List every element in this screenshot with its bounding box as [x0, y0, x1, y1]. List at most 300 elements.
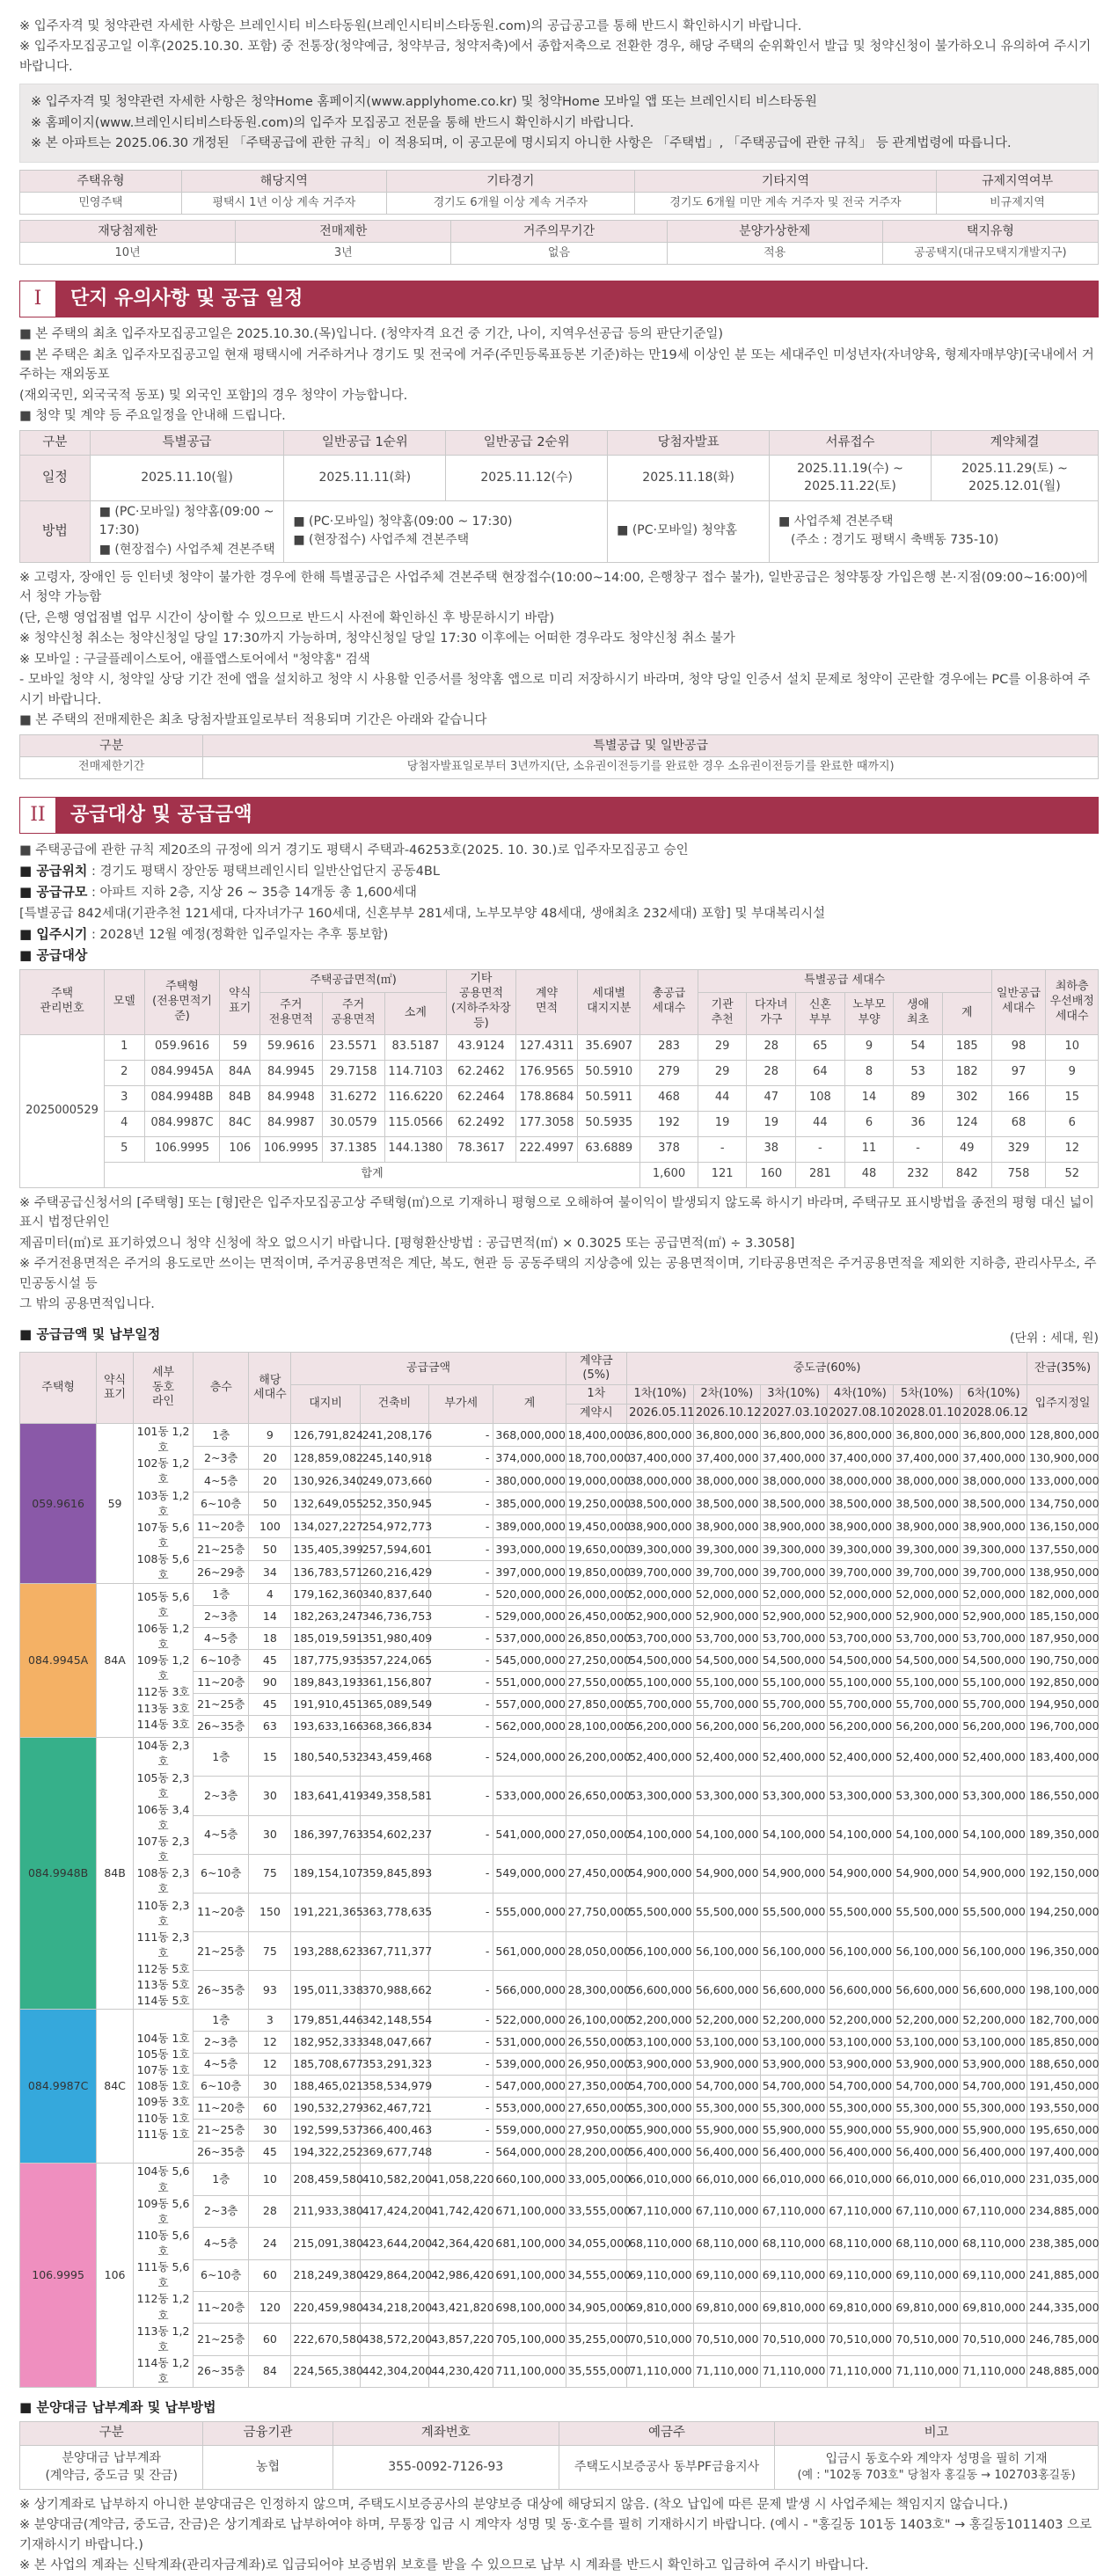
table-cell: 43.9124 — [447, 1034, 515, 1060]
table-cell: 55,900,000 — [961, 2120, 1027, 2142]
table-cell: 11~20층 — [194, 2291, 249, 2323]
section-number: II — [19, 797, 56, 834]
table-cell: 62.2492 — [447, 1111, 515, 1136]
table-cell: 138,950,000 — [1027, 1561, 1099, 1584]
table-cell: 56,600,000 — [961, 1971, 1027, 2010]
table-cell: 19,850,000 — [566, 1561, 627, 1584]
bullet-line — [19, 862, 1099, 881]
table-cell: 329 — [991, 1136, 1046, 1162]
table-cell: 56,100,000 — [693, 1932, 760, 1971]
dong-line: 105동 1호 — [136, 2047, 190, 2062]
house-code: 2025000529 — [20, 1034, 105, 1187]
table-cell: 52,000,000 — [627, 1584, 694, 1606]
table-cell: 39,700,000 — [760, 1561, 827, 1584]
table-cell: 63.6889 — [578, 1136, 640, 1162]
table-cell: - — [429, 1492, 493, 1515]
table-cell: 54 — [894, 1034, 943, 1060]
table-cell: 민영주택 — [20, 193, 182, 215]
header-cell: 입주지정일 — [1027, 1385, 1099, 1424]
table-cell: 36,800,000 — [894, 1424, 961, 1447]
table-cell: 경기도 6개월 이상 계속 거주자 — [386, 193, 634, 215]
table-cell: 176.9565 — [515, 1060, 578, 1085]
table-cell: 71,110,000 — [627, 2355, 694, 2387]
table-cell: 196,350,000 — [1027, 1932, 1099, 1971]
table-cell: 47 — [747, 1085, 796, 1111]
table-cell: - — [894, 1136, 943, 1162]
table-cell: 410,582,200 — [360, 2164, 428, 2195]
table-cell: 385,000,000 — [493, 1492, 566, 1515]
dong-line: 114동 3호 — [136, 1717, 190, 1731]
table-cell: 37.1385 — [322, 1136, 384, 1162]
table-cell: 55,300,000 — [627, 2098, 694, 2120]
note-line: ※ 상기계좌로 납부하지 아니한 분양대금은 인정하지 않으며, 주택도시보증공사의 분양보증 대상에 해당되지 않음. (착오 납입에 따른 문제 발생 시 사업주체는 책임지지 않습니다.) — [19, 2497, 1008, 2512]
table-cell: 182 — [942, 1060, 991, 1085]
table-cell: 54,500,000 — [827, 1650, 894, 1672]
table-cell: - — [429, 1515, 493, 1538]
dong-lines-cell — [133, 2010, 193, 2164]
table-cell: 70,510,000 — [693, 2324, 760, 2355]
section-2-bullets — [19, 841, 1099, 966]
table-cell: 53,900,000 — [827, 2054, 894, 2076]
table-cell: 52,000,000 — [961, 1584, 1027, 1606]
table-cell: 132,649,055 — [291, 1492, 360, 1515]
table-cell: - — [429, 1424, 493, 1447]
table-cell: 671,100,000 — [493, 2195, 566, 2227]
table-cell: 185,019,591 — [291, 1628, 360, 1650]
table-cell: 29 — [698, 1034, 747, 1060]
table-cell: 39,300,000 — [961, 1538, 1027, 1561]
table-cell: 15 — [249, 1738, 291, 1777]
method-line: (주소 : 경기도 평택시 축백동 735-10) — [791, 533, 999, 548]
table-cell: 33,555,000 — [566, 2195, 627, 2227]
table-cell: 38,000,000 — [894, 1470, 961, 1492]
table-cell: 54,700,000 — [961, 2076, 1027, 2098]
table-cell: 28 — [747, 1060, 796, 1085]
table-cell: 30 — [249, 2076, 291, 2098]
table-cell: 66,010,000 — [894, 2164, 961, 2195]
account-number: 355-0092-7126-93 — [332, 2445, 559, 2489]
table-cell: 183,641,419 — [291, 1777, 360, 1815]
section-1-notes-2 — [19, 568, 1099, 731]
dong-lines-cell — [133, 2164, 193, 2388]
table-cell: 182,000,000 — [1027, 1584, 1099, 1606]
table-cell: 53,100,000 — [627, 2032, 694, 2054]
table-cell: 340,837,640 — [360, 1584, 428, 1606]
restriction-table — [19, 220, 1099, 265]
table-cell: 52,400,000 — [894, 1738, 961, 1777]
table-cell: 3 — [105, 1085, 144, 1111]
table-cell: 54,700,000 — [627, 2076, 694, 2098]
table-cell: - — [429, 1893, 493, 1931]
dong-line: 112동 5호 — [136, 1962, 190, 1976]
table-cell: 39,300,000 — [760, 1538, 827, 1561]
table-cell: 26,000,000 — [566, 1584, 627, 1606]
table-cell: 54,900,000 — [961, 1854, 1027, 1893]
table-cell: 69,110,000 — [894, 2259, 961, 2291]
table-cell: 당첨자발표일로부터 3년까지(단, 소유권이전등기를 완료한 경우 소유권이전등기를 완료한 때까지) — [203, 756, 1099, 778]
table-cell: 53,300,000 — [961, 1777, 1027, 1815]
table-cell: 70,510,000 — [961, 2324, 1027, 2355]
table-cell: 54,700,000 — [827, 2076, 894, 2098]
table-cell: 52,200,000 — [760, 2010, 827, 2032]
table-cell: 27,550,000 — [566, 1672, 627, 1694]
table-cell: 196,700,000 — [1027, 1716, 1099, 1738]
table-cell: 52,900,000 — [827, 1606, 894, 1628]
table-cell: 711,100,000 — [493, 2355, 566, 2387]
table-cell: 21~25층 — [194, 1932, 249, 1971]
dong-line: 105동 2,3호 — [136, 1770, 190, 1800]
table-cell: 84B — [220, 1085, 259, 1111]
table-cell: 55,500,000 — [827, 1893, 894, 1931]
note-line: ■ 청약 및 계약 등 주요일정을 안내해 드립니다. — [19, 409, 286, 424]
header-cell: 세부 동호 라인 — [133, 1352, 193, 1424]
table-cell: - — [429, 1815, 493, 1854]
table-cell: 358,534,979 — [360, 2076, 428, 2098]
table-cell: 69,110,000 — [827, 2259, 894, 2291]
header-cell: 최하층 우선배정 세대수 — [1046, 969, 1099, 1034]
table-cell: 257,594,601 — [360, 1538, 428, 1561]
header-cell: 약식 표기 — [220, 969, 259, 1034]
table-cell: 124 — [942, 1111, 991, 1136]
table-cell: 537,000,000 — [493, 1628, 566, 1650]
dong-line: 102동 1,2호 — [136, 1456, 190, 1486]
dong-line: 111동 1호 — [136, 2127, 190, 2141]
table-cell: 120 — [249, 2291, 291, 2323]
table-cell: 38,500,000 — [627, 1492, 694, 1515]
table-cell: 37,400,000 — [827, 1447, 894, 1470]
row-label: 일정 — [20, 455, 91, 500]
table-cell: 220,459,980 — [291, 2291, 360, 2323]
table-cell — [90, 500, 284, 562]
header-cell: 2028.06.12 — [961, 1405, 1027, 1424]
table-cell: 52,900,000 — [894, 1606, 961, 1628]
table-cell: 38,500,000 — [894, 1492, 961, 1515]
table-cell: 52,400,000 — [827, 1738, 894, 1777]
table-cell: 37,400,000 — [961, 1447, 1027, 1470]
table-cell: 185,150,000 — [1027, 1606, 1099, 1628]
table-cell: 193,288,623 — [291, 1932, 360, 1971]
table-cell: 53,700,000 — [827, 1628, 894, 1650]
header-cell: 총공급 세대수 — [640, 969, 698, 1034]
note-line: ※ 분양대금(계약금, 중도금, 잔금)은 상기계좌로 납부하여야 하며, 무통장 입금 시 계약자 성명 및 동·호수를 필히 기재하시기 바랍니다. (예시 - "홍길동 101동 1403호" → 홍길동1011403 으로 기재하시기 바랍니다.) — [19, 2518, 1092, 2552]
table-cell: 68,110,000 — [827, 2228, 894, 2259]
table-cell: 189,350,000 — [1027, 1815, 1099, 1854]
table-cell: 70,510,000 — [827, 2324, 894, 2355]
dong-line: 109동 3호 — [136, 2095, 190, 2109]
table-cell: 54,900,000 — [627, 1854, 694, 1893]
table-cell: 67,110,000 — [827, 2195, 894, 2227]
table-cell: 24 — [249, 2228, 291, 2259]
table-cell: 429,864,200 — [360, 2259, 428, 2291]
table-cell: 52,000,000 — [760, 1584, 827, 1606]
table-cell: 9 — [1046, 1060, 1099, 1085]
table-cell: 53,700,000 — [894, 1628, 961, 1650]
bullet-key: ■ 입주시기 — [19, 925, 88, 942]
table-cell: 211,933,380 — [291, 2195, 360, 2227]
table-cell: 49 — [942, 1136, 991, 1162]
table-cell: 53,700,000 — [961, 1628, 1027, 1650]
header-cell: 당첨자발표 — [608, 430, 770, 455]
table-cell: - — [429, 1854, 493, 1893]
table-cell: 69,110,000 — [627, 2259, 694, 2291]
table-cell: 417,424,200 — [360, 2195, 428, 2227]
table-cell: 38 — [747, 1136, 796, 1162]
table-cell: 29.7158 — [322, 1060, 384, 1085]
table-cell: 53,100,000 — [894, 2032, 961, 2054]
table-cell: - — [698, 1136, 747, 1162]
table-cell: 52,900,000 — [760, 1606, 827, 1628]
table-cell: 134,027,227 — [291, 1515, 360, 1538]
memo-line: 입금시 동호수와 계약자 성명을 필히 기재 — [825, 2451, 1048, 2466]
table-cell: 54,700,000 — [894, 2076, 961, 2098]
table-cell: 186,550,000 — [1027, 1777, 1099, 1815]
note-line: ※ 본 사업의 계좌는 신탁계좌(관리자금계좌)로 입금되어야 보증범위 보호를 받을 수 있으므로 납부 시 계좌를 반드시 확인하고 입금하여 주시기 바랍니다. — [19, 2558, 869, 2573]
table-cell: 55,900,000 — [693, 2120, 760, 2142]
table-cell: 660,100,000 — [493, 2164, 566, 2195]
header-cell: 주택유형 — [20, 170, 182, 192]
table-cell: 55,100,000 — [894, 1672, 961, 1694]
table-cell: 68 — [991, 1111, 1046, 1136]
notice-box — [19, 84, 1099, 162]
table-cell: 38,900,000 — [693, 1515, 760, 1538]
table-cell: 346,736,753 — [360, 1606, 428, 1628]
header-cell: 계좌번호 — [332, 2421, 559, 2445]
table-cell: 222,670,580 — [291, 2324, 360, 2355]
table-cell: 55,300,000 — [961, 2098, 1027, 2120]
supply-table — [19, 969, 1099, 1188]
table-cell: 37,400,000 — [894, 1447, 961, 1470]
table-cell: 14 — [844, 1085, 894, 1111]
table-cell: 27,450,000 — [566, 1854, 627, 1893]
table-cell: 97 — [991, 1060, 1046, 1085]
table-cell: 36,800,000 — [827, 1424, 894, 1447]
table-cell: 681,100,000 — [493, 2228, 566, 2259]
table-cell: - — [429, 2098, 493, 2120]
table-cell: 71,110,000 — [693, 2355, 760, 2387]
table-cell: - — [429, 1738, 493, 1777]
table-cell: 50 — [249, 1538, 291, 1561]
table-cell: 27,250,000 — [566, 1650, 627, 1672]
table-cell: 249,073,660 — [360, 1470, 428, 1492]
header-cell: 2027.03.10 — [760, 1405, 827, 1424]
table-cell: 215,091,380 — [291, 2228, 360, 2259]
table-cell: 6 — [844, 1111, 894, 1136]
table-cell: 54,700,000 — [693, 2076, 760, 2098]
header-cell: 규제지역여부 — [937, 170, 1099, 192]
table-cell: 52,400,000 — [693, 1738, 760, 1777]
table-cell: 공공택지(대규모택지개발지구) — [882, 243, 1098, 265]
header-cell: 일반공급 1순위 — [284, 430, 446, 455]
table-cell: - — [429, 1650, 493, 1672]
table-cell: 27,950,000 — [566, 2120, 627, 2142]
table-cell: 180,540,532 — [291, 1738, 360, 1777]
table-cell: 246,785,000 — [1027, 2324, 1099, 2355]
table-cell: 26~35층 — [194, 2142, 249, 2164]
table-cell: 52,900,000 — [693, 1606, 760, 1628]
table-cell: 551,000,000 — [493, 1672, 566, 1694]
dong-line: 114동 5호 — [136, 1994, 190, 2008]
table-cell: 136,783,571 — [291, 1561, 360, 1584]
table-cell: 39,300,000 — [693, 1538, 760, 1561]
table-cell: 189,154,107 — [291, 1854, 360, 1893]
table-cell: 53,100,000 — [760, 2032, 827, 2054]
date-line: 2025.12.01(월) — [968, 479, 1061, 494]
table-cell: 52,400,000 — [760, 1738, 827, 1777]
table-cell: 136,150,000 — [1027, 1515, 1099, 1538]
note-line: ※ 주거전용면적은 주거의 용도로만 쓰이는 면적이며, 주거공용면적은 계단, 복도, 현관 등 공동주택의 지상층에 있는 공용면적이며, 기타공용면적은 주거공용면적을 제외한 지하층, 관리사무소, 주민공동시설 등 — [19, 1257, 1097, 1291]
table-cell: 33,005,000 — [566, 2164, 627, 2195]
table-cell: 2 — [105, 1060, 144, 1085]
sum-cell: 52 — [1046, 1162, 1099, 1187]
table-cell: 84C — [220, 1111, 259, 1136]
table-cell: 66,010,000 — [827, 2164, 894, 2195]
header-cell: 주택형 (전용면적기준) — [144, 969, 220, 1034]
sum-cell: 842 — [942, 1162, 991, 1187]
header-cell: 구분 — [20, 430, 91, 455]
header-cell: 계약 면적 — [515, 969, 578, 1034]
table-cell: 19 — [698, 1111, 747, 1136]
table-cell — [284, 500, 608, 562]
table-cell: 56,200,000 — [693, 1716, 760, 1738]
table-cell: 177.3058 — [515, 1111, 578, 1136]
table-cell: 56,600,000 — [627, 1971, 694, 2010]
table-cell: 368,366,834 — [360, 1716, 428, 1738]
table-cell: 188,465,021 — [291, 2076, 360, 2098]
table-cell: 1층 — [194, 1738, 249, 1777]
table-cell: 68,110,000 — [894, 2228, 961, 2259]
table-cell: 188,650,000 — [1027, 2054, 1099, 2076]
table-cell: 55,700,000 — [961, 1694, 1027, 1716]
table-cell: 44 — [698, 1085, 747, 1111]
note-line: ※ 모바일 : 구글플레이스토어, 애플앱스토어에서 "청약홈" 검색 — [19, 652, 370, 667]
table-cell: 45 — [249, 2142, 291, 2164]
table-cell — [20, 2445, 203, 2489]
table-cell: 1층 — [194, 1424, 249, 1447]
table-cell: 50.5911 — [578, 1085, 640, 1111]
header-cell: 일반공급 세대수 — [991, 969, 1046, 1034]
table-cell: 38,500,000 — [760, 1492, 827, 1515]
table-cell: 69,110,000 — [693, 2259, 760, 2291]
table-cell: 3년 — [236, 243, 451, 265]
method-line: ■ (PC·모바일) 청약홈(09:00 ~ 17:30) — [293, 514, 513, 529]
price-row — [20, 1424, 1099, 1447]
header-cell: 특별공급 및 일반공급 — [203, 734, 1099, 756]
table-cell: 9 — [249, 1424, 291, 1447]
table-cell: 71,110,000 — [827, 2355, 894, 2387]
table-cell: 67,110,000 — [961, 2195, 1027, 2227]
table-cell: - — [429, 1606, 493, 1628]
table-cell: 224,565,380 — [291, 2355, 360, 2387]
header-cell: 비고 — [775, 2421, 1099, 2445]
table-cell: 28,100,000 — [566, 1716, 627, 1738]
header-cell: 노부모 부양 — [844, 992, 894, 1034]
dong-line: 113동 1,2호 — [136, 2324, 190, 2353]
table-cell: 56,100,000 — [627, 1932, 694, 1971]
table-cell: 367,711,377 — [360, 1932, 428, 1971]
table-cell: 191,221,365 — [291, 1893, 360, 1931]
method-line: ■ (PC·모바일) 청약홈 — [617, 523, 738, 538]
table-cell: 53,100,000 — [693, 2032, 760, 2054]
table-cell: 28 — [249, 2195, 291, 2227]
header-cell: 일반공급 2순위 — [446, 430, 608, 455]
table-cell: 365,089,549 — [360, 1694, 428, 1716]
note-line: ※ 고령자, 장애인 등 인터넷 청약이 불가한 경우에 한해 특별공급은 사업주체 견본주택 현장접수(10:00~14:00, 은행창구 접수 불가), 일반공급은 청약통장 가입은행 본·지점(09:00~16:00)에서 청약 가능함 — [19, 570, 1088, 605]
table-cell: 69,110,000 — [760, 2259, 827, 2291]
table-cell: 378 — [640, 1136, 698, 1162]
table-cell: 41,058,220 — [429, 2164, 493, 2195]
header-cell: 공급금액 — [291, 1352, 566, 1385]
table-cell: 84 — [249, 2355, 291, 2387]
dong-line: 113동 5호 — [136, 1978, 190, 1992]
header-cell: 건축비 — [360, 1385, 428, 1424]
table-cell: 18,700,000 — [566, 1447, 627, 1470]
table-cell: 283 — [640, 1034, 698, 1060]
table-cell: 564,000,000 — [493, 2142, 566, 2164]
table-cell: 389,000,000 — [493, 1515, 566, 1538]
bullet-line — [19, 883, 1099, 902]
table-cell: 241,885,000 — [1027, 2259, 1099, 2291]
table-cell: 468 — [640, 1085, 698, 1111]
table-cell: 28,050,000 — [566, 1932, 627, 1971]
header-cell: 계 — [493, 1385, 566, 1424]
table-cell: 75 — [249, 1854, 291, 1893]
table-cell: 10 — [1046, 1034, 1099, 1060]
table-cell: 84.9948 — [259, 1085, 322, 1111]
table-cell: 218,249,380 — [291, 2259, 360, 2291]
header-cell: 특별공급 — [90, 430, 284, 455]
table-cell: 260,216,429 — [360, 1561, 428, 1584]
sum-cell: 232 — [894, 1162, 943, 1187]
header-cell: 주택공급면적(㎡) — [259, 969, 446, 992]
header-cell: 신혼 부부 — [796, 992, 845, 1034]
table-cell: 128,800,000 — [1027, 1424, 1099, 1447]
table-cell: 38,900,000 — [894, 1515, 961, 1538]
table-cell: 21~25층 — [194, 1538, 249, 1561]
table-cell: 135,405,399 — [291, 1538, 360, 1561]
table-cell: 66,010,000 — [961, 2164, 1027, 2195]
price-row — [20, 2010, 1099, 2032]
table-cell: 4~5층 — [194, 1470, 249, 1492]
table-cell: 54,100,000 — [760, 1815, 827, 1854]
account-table — [19, 2421, 1099, 2490]
table-cell: 26,950,000 — [566, 2054, 627, 2076]
header-cell: 부가세 — [429, 1385, 493, 1424]
table-cell: 183,400,000 — [1027, 1738, 1099, 1777]
table-cell: 084.9945A — [144, 1060, 220, 1085]
table-cell: 248,885,000 — [1027, 2355, 1099, 2387]
table-cell: 69,810,000 — [827, 2291, 894, 2323]
table-cell: 20 — [249, 1470, 291, 1492]
table-cell: 38,900,000 — [760, 1515, 827, 1538]
table-cell: 68,110,000 — [627, 2228, 694, 2259]
table-cell: 54,100,000 — [894, 1815, 961, 1854]
table-cell: - — [429, 1470, 493, 1492]
table-cell: 66,010,000 — [627, 2164, 694, 2195]
table-cell: 39,300,000 — [827, 1538, 894, 1561]
table-cell: 374,000,000 — [493, 1447, 566, 1470]
table-cell: 34,905,000 — [566, 2291, 627, 2323]
table-cell: 2~3층 — [194, 2195, 249, 2227]
table-cell: 53,300,000 — [627, 1777, 694, 1815]
header-cell: 서류접수 — [770, 430, 932, 455]
table-cell: 566,000,000 — [493, 1971, 566, 2010]
table-cell: 245,140,918 — [360, 1447, 428, 1470]
table-cell: 53,900,000 — [627, 2054, 694, 2076]
table-cell: - — [429, 2142, 493, 2164]
table-cell: 182,700,000 — [1027, 2010, 1099, 2032]
table-cell: 553,000,000 — [493, 2098, 566, 2120]
table-cell: 55,900,000 — [627, 2120, 694, 2142]
